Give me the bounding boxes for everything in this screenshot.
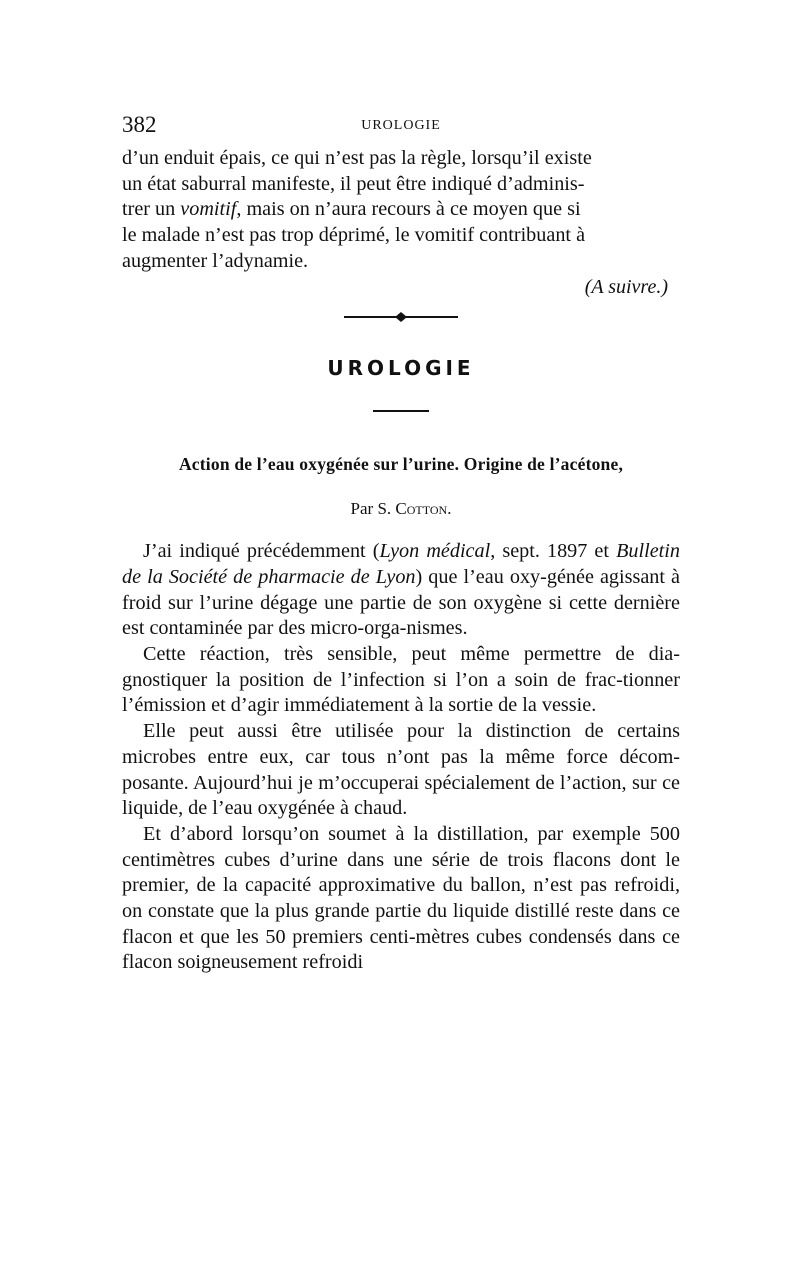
section-title: UROLOGIE — [327, 356, 475, 381]
paragraph: Cette réaction, très sensible, peut même permettre de dia-gnostiquer la position de l’infection si l’on a soin de frac-tionner l’émission et d’agir immédiatement à la sortie de la vessie. — [122, 643, 680, 717]
paragraph: Elle peut aussi être utilisée pour la distinction de certains microbes entre eux, car tous n’ont pas la même force décom-posante. Aujourd’hui je m’occuperai spécialement de l’action, sur ce liquide, de l’eau oxygénée à chaud. — [122, 720, 680, 820]
byline-author: Cotton — [395, 499, 448, 519]
section-divider — [373, 410, 429, 412]
page-number: 382 — [122, 112, 157, 137]
text-line: un état saburral manifeste, il peut être indiqué d’adminis- — [122, 172, 585, 195]
text-line: augmenter l’adynamie. — [122, 249, 309, 272]
text-line — [122, 197, 680, 223]
article-body — [122, 539, 680, 976]
running-head — [122, 112, 680, 146]
running-title: UROLOGIE — [361, 118, 441, 133]
text-span: ) que l’eau oxy-génée agissant à froid sur l’urine dégage une partie de son oxygène si cette dernière est contaminée par des micro-orga-nismes. — [122, 565, 680, 640]
citation-journal: Lyon médical — [379, 540, 491, 563]
previous-article-ending — [122, 146, 680, 300]
paragraph: Et d’abord lorsqu’on soumet à la distillation, par exemple 500 centimètres cubes d’urine dans une série de trois flacons dont le premier, de la capacité approximative du ballon, n’est pas refroidi, on constate que la plus grande partie du liquide distillé reste dans ce flacon et que les 50 premiers centi-mètres cubes condensés dans ce flacon soigneusement refroidi — [122, 822, 680, 974]
text-line: d’un enduit épais, ce qui n’est pas la règle, lorsqu’il existe — [122, 147, 592, 169]
citation-bulletin: Bulletin de la Société de pharmacie de Lyon — [122, 540, 680, 588]
text-span: , mais on n’aura recours à ce moyen que si — [236, 198, 581, 221]
byline — [122, 499, 680, 519]
paragraph — [122, 539, 680, 642]
text-span: J’ai indiqué précédemment ( — [143, 540, 380, 563]
byline-suffix: . — [447, 499, 452, 519]
italic-term: vomitif — [180, 198, 237, 221]
text-span: , sept. 1897 et — [490, 540, 609, 563]
text-line: le malade n’est pas trop déprimé, le vomitif contribuant à — [122, 224, 586, 247]
ornamental-rule — [122, 310, 680, 324]
text-span: trer un — [122, 198, 181, 221]
byline-prefix: Par S. — [350, 499, 396, 519]
continuation-note: (A suivre.) — [584, 275, 668, 298]
book-page — [122, 112, 680, 976]
article-title: Action de l’eau oxygénée sur l’urine. Origine de l’acétone, — [178, 454, 624, 475]
